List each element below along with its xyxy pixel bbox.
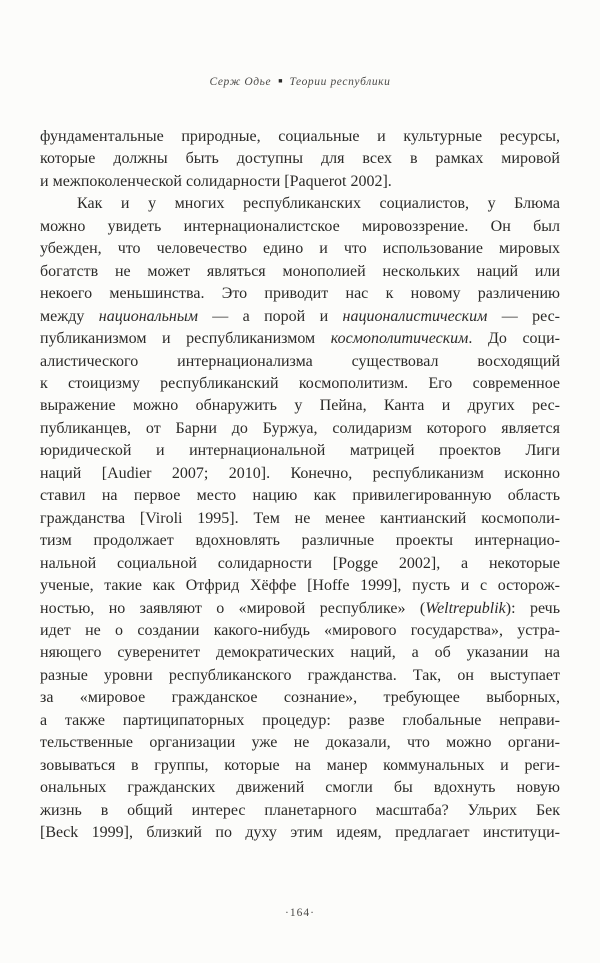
text-line (40, 620, 560, 642)
text-line (40, 800, 560, 822)
text-line (40, 642, 560, 664)
paragraph (40, 126, 560, 193)
text-line (40, 351, 560, 373)
text-run: алистического интернационализма существовал восходящий (40, 352, 560, 370)
text-run: богатств не может являться монополией нескольких наций или (40, 262, 560, 280)
text-run: нальной социальной солидарности [Pogge 2002], а некоторые (40, 554, 560, 572)
running-head-title: Теории республики (289, 76, 391, 88)
text-run: зовываться в группы, которые на манер коммунальных и реги- (40, 756, 560, 774)
text-run: гражданства [Viroli 1995]. Тем не менее кантианский космополи- (40, 509, 560, 527)
text-run: фундаментальные природные, социальные и культурные ресурсы, (40, 128, 560, 145)
text-run: ученые, такие как Отфрид Хёффе [Hoffe 1999], пусть и с осторож- (40, 577, 560, 595)
text-run: идет не о создании какого-нибудь «мирового государства», устра- (40, 621, 560, 639)
text-run: ностью, но заявляют о «мировой республике» ( (40, 599, 426, 617)
text-line (40, 755, 560, 777)
text-line (40, 530, 560, 552)
italic-text-run: националистическим (342, 307, 488, 325)
text-line (40, 306, 560, 328)
text-line (40, 777, 560, 799)
text-line (40, 822, 560, 844)
text-line (40, 732, 560, 754)
body-text (40, 126, 560, 845)
text-line (40, 687, 560, 709)
page-number: ·164· (285, 907, 315, 919)
text-run: и межпоколенческой солидарности [Paquerot 2002]. (40, 172, 392, 190)
text-run: к стоицизму республиканский космополитизм. Его современное (40, 374, 560, 392)
italic-text-run: Weltrepublik (425, 599, 506, 617)
text-line (40, 261, 560, 283)
text-run: можно увидеть интернационалистское мировоззрение. Он был (40, 217, 560, 235)
text-line (40, 575, 560, 597)
text-run: тизм продолжает вдохновлять различные проекты интернацио- (40, 532, 560, 550)
text-line (40, 553, 560, 575)
text-run: разные уровни республиканского гражданства. Так, он выступает (40, 666, 560, 684)
text-line (40, 328, 560, 350)
text-line (40, 373, 560, 395)
text-run: а также партиципаторных процедур: разве глобальные неправи- (40, 711, 560, 729)
text-run: за «мировое гражданское сознание», требующее выборных, (40, 689, 560, 707)
text-line (40, 598, 560, 620)
text-run: няющего суверенитет демократических наций, а об указании на (40, 644, 560, 662)
text-run: некоего меньшинства. Это приводит нас к новому различению (40, 285, 560, 303)
text-run: ): речь (505, 599, 560, 617)
text-line (40, 710, 560, 732)
text-line (40, 395, 560, 417)
text-run: наций [Audier 2007; 2010]. Конечно, республиканизм исконно (40, 464, 560, 482)
running-head (0, 76, 600, 88)
text-run: юридической и интернациональной матрицей проектов Лиги (40, 442, 560, 460)
text-run: тельственные организации уже не доказали, что можно органи- (40, 734, 560, 752)
text-line (40, 148, 560, 170)
text-line (40, 418, 560, 440)
text-line (40, 193, 560, 215)
text-run: Как и у многих республиканских социалистов, у Блюма (77, 195, 560, 213)
text-run: жизнь в общий интерес планетарного масштаба? Ульрих Бек (40, 801, 560, 819)
text-run: которые должны быть доступны для всех в рамках мировой (40, 150, 560, 168)
text-run: публиканизмом и республиканизмом (40, 330, 331, 348)
text-line (40, 463, 560, 485)
italic-text-run: национальным (98, 307, 198, 325)
text-run: между (40, 307, 99, 325)
separator-square-icon: ■ (278, 77, 283, 85)
text-run: выражение можно обнаружить у Пейна, Канта и других рес- (40, 397, 560, 415)
text-line (40, 238, 560, 260)
text-line (40, 283, 560, 305)
text-line (40, 665, 560, 687)
text-run: публиканцев, от Барни до Буржуа, солидаризм которого является (40, 419, 560, 437)
text-run: . До соци- (468, 330, 560, 348)
italic-text-run: космополитическим (330, 330, 469, 348)
text-run: ональных гражданских движений смогли бы вдохнуть новую (40, 779, 560, 797)
text-run: убежден, что человечество едино и что использование мировых (40, 240, 560, 258)
text-run: [Beck 1999], близкий по духу этим идеям, предлагает институци- (40, 824, 560, 842)
text-line (40, 216, 560, 238)
text-run: — а порой и (197, 307, 343, 325)
text-line (40, 485, 560, 507)
text-line (40, 171, 560, 193)
paragraph (40, 193, 560, 844)
text-run: ставил на первое место нацию как привилегированную область (40, 487, 560, 505)
text-line (40, 508, 560, 530)
text-line (40, 126, 560, 148)
text-line (40, 440, 560, 462)
text-run: — рес- (487, 307, 561, 325)
running-head-author: Серж Одье (209, 76, 272, 88)
